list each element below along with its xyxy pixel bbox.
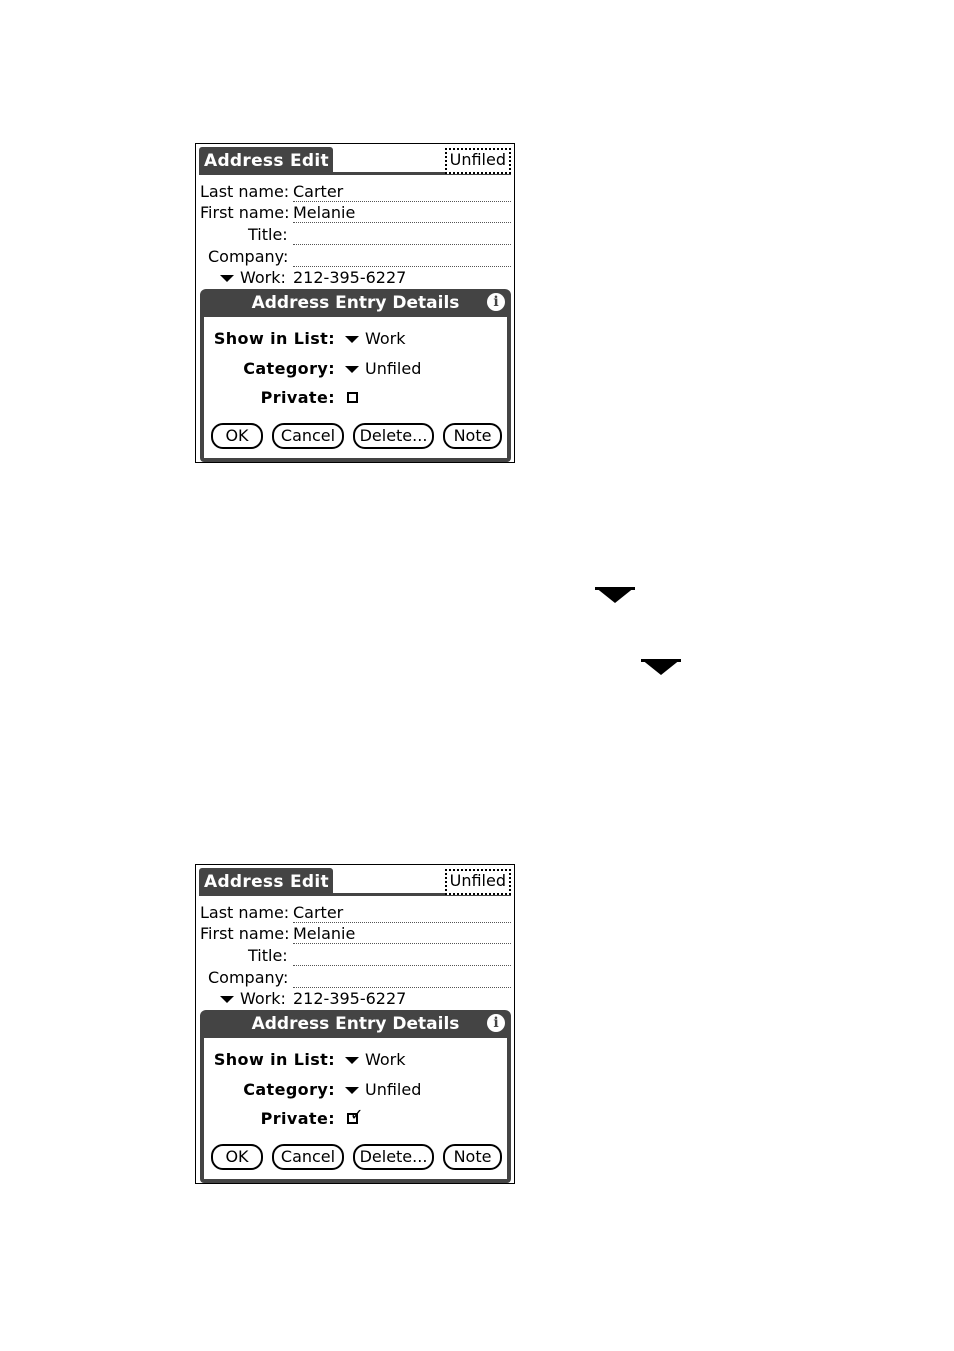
company-label: Company: (208, 968, 289, 987)
cancel-button[interactable]: Cancel (272, 1144, 344, 1170)
category-row (204, 1079, 507, 1101)
last-name-label: Last name: (200, 182, 290, 201)
dialog-title: Address Entry Details (251, 1014, 460, 1034)
show-in-list-row (204, 1049, 507, 1071)
first-name-label: First name: (200, 203, 290, 222)
show-in-list-value: Work (365, 1050, 406, 1069)
category-trigger[interactable]: Unfiled (445, 148, 511, 174)
triangle-down-icon (345, 1087, 359, 1094)
show-in-list-label: Show in List: (213, 329, 335, 348)
category-value: Unfiled (365, 359, 422, 378)
address-entry-details-dialog (200, 1010, 511, 1183)
show-in-list-value: Work (365, 329, 406, 348)
phone-label: Work: (240, 268, 286, 287)
first-name-field[interactable]: Melanie (293, 924, 511, 944)
last-name-row[interactable] (196, 182, 514, 204)
company-row[interactable] (196, 968, 514, 990)
triangle-down-icon (345, 1057, 359, 1064)
titlebar (199, 147, 511, 175)
triangle-down-icon (220, 996, 234, 1003)
checkmark-icon: ✓ (350, 1104, 364, 1124)
category-row (204, 358, 507, 380)
company-field[interactable] (293, 968, 511, 988)
address-edit-screen-checked (195, 864, 515, 1184)
private-label: Private: (260, 388, 335, 407)
category-value: Unfiled (365, 1080, 422, 1099)
category-dialog-trigger[interactable] (345, 1079, 421, 1101)
title-row[interactable] (196, 225, 514, 247)
dialog-title: Address Entry Details (251, 293, 460, 313)
form-title: Address Edit (199, 147, 333, 175)
private-checkbox[interactable] (347, 1104, 364, 1124)
category-trigger[interactable]: Unfiled (445, 869, 511, 895)
show-in-list-trigger[interactable] (345, 328, 406, 350)
triangle-down-icon (345, 336, 359, 343)
address-entry-details-dialog (200, 289, 511, 462)
phone-field[interactable]: 212-395-6227 (293, 989, 407, 1008)
form-title: Address Edit (199, 868, 333, 896)
title-row[interactable] (196, 946, 514, 968)
private-row (204, 1104, 507, 1130)
triangle-down-icon (641, 659, 681, 675)
category-label: Category: (243, 1080, 335, 1099)
private-checkbox[interactable] (347, 392, 358, 403)
show-in-list-label: Show in List: (213, 1050, 335, 1069)
first-name-field[interactable]: Melanie (293, 203, 511, 223)
cancel-button[interactable]: Cancel (272, 423, 344, 449)
note-button[interactable]: Note (443, 1144, 502, 1170)
show-in-list-row (204, 328, 507, 350)
last-name-field[interactable]: Carter (293, 903, 511, 923)
note-button[interactable]: Note (443, 423, 502, 449)
phone-field[interactable]: 212-395-6227 (293, 268, 407, 287)
delete-button[interactable]: Delete... (353, 1144, 434, 1170)
category-label: Category: (243, 359, 335, 378)
category-dialog-trigger[interactable] (345, 358, 421, 380)
dialog-body (204, 317, 507, 458)
address-edit-screen-unchecked (195, 143, 515, 463)
phone-label: Work: (240, 989, 286, 1008)
first-name-label: First name: (200, 924, 290, 943)
last-name-label: Last name: (200, 903, 290, 922)
last-name-field[interactable]: Carter (293, 182, 511, 202)
first-name-row[interactable] (196, 203, 514, 225)
title-label: Title: (248, 225, 288, 244)
private-row (204, 387, 507, 409)
phone-row[interactable] (196, 989, 514, 1011)
phone-type-trigger[interactable] (220, 989, 286, 1009)
triangle-down-icon (595, 587, 635, 603)
ok-button[interactable]: OK (211, 1144, 263, 1170)
info-icon[interactable]: i (487, 293, 505, 311)
title-field[interactable] (293, 946, 511, 966)
dialog-buttons (204, 1144, 507, 1172)
company-label: Company: (208, 247, 289, 266)
dialog-buttons (204, 423, 507, 451)
triangle-down-icon (345, 366, 359, 373)
dialog-body (204, 1038, 507, 1179)
titlebar (199, 868, 511, 896)
triangle-down-icon (220, 275, 234, 282)
title-label: Title: (248, 946, 288, 965)
first-name-row[interactable] (196, 924, 514, 946)
last-name-row[interactable] (196, 903, 514, 925)
company-field[interactable] (293, 247, 511, 267)
phone-row[interactable] (196, 268, 514, 290)
delete-button[interactable]: Delete... (353, 423, 434, 449)
company-row[interactable] (196, 247, 514, 269)
show-in-list-trigger[interactable] (345, 1049, 406, 1071)
title-field[interactable] (293, 225, 511, 245)
info-icon[interactable]: i (487, 1014, 505, 1032)
ok-button[interactable]: OK (211, 423, 263, 449)
phone-type-trigger[interactable] (220, 268, 286, 288)
private-label: Private: (260, 1109, 335, 1128)
